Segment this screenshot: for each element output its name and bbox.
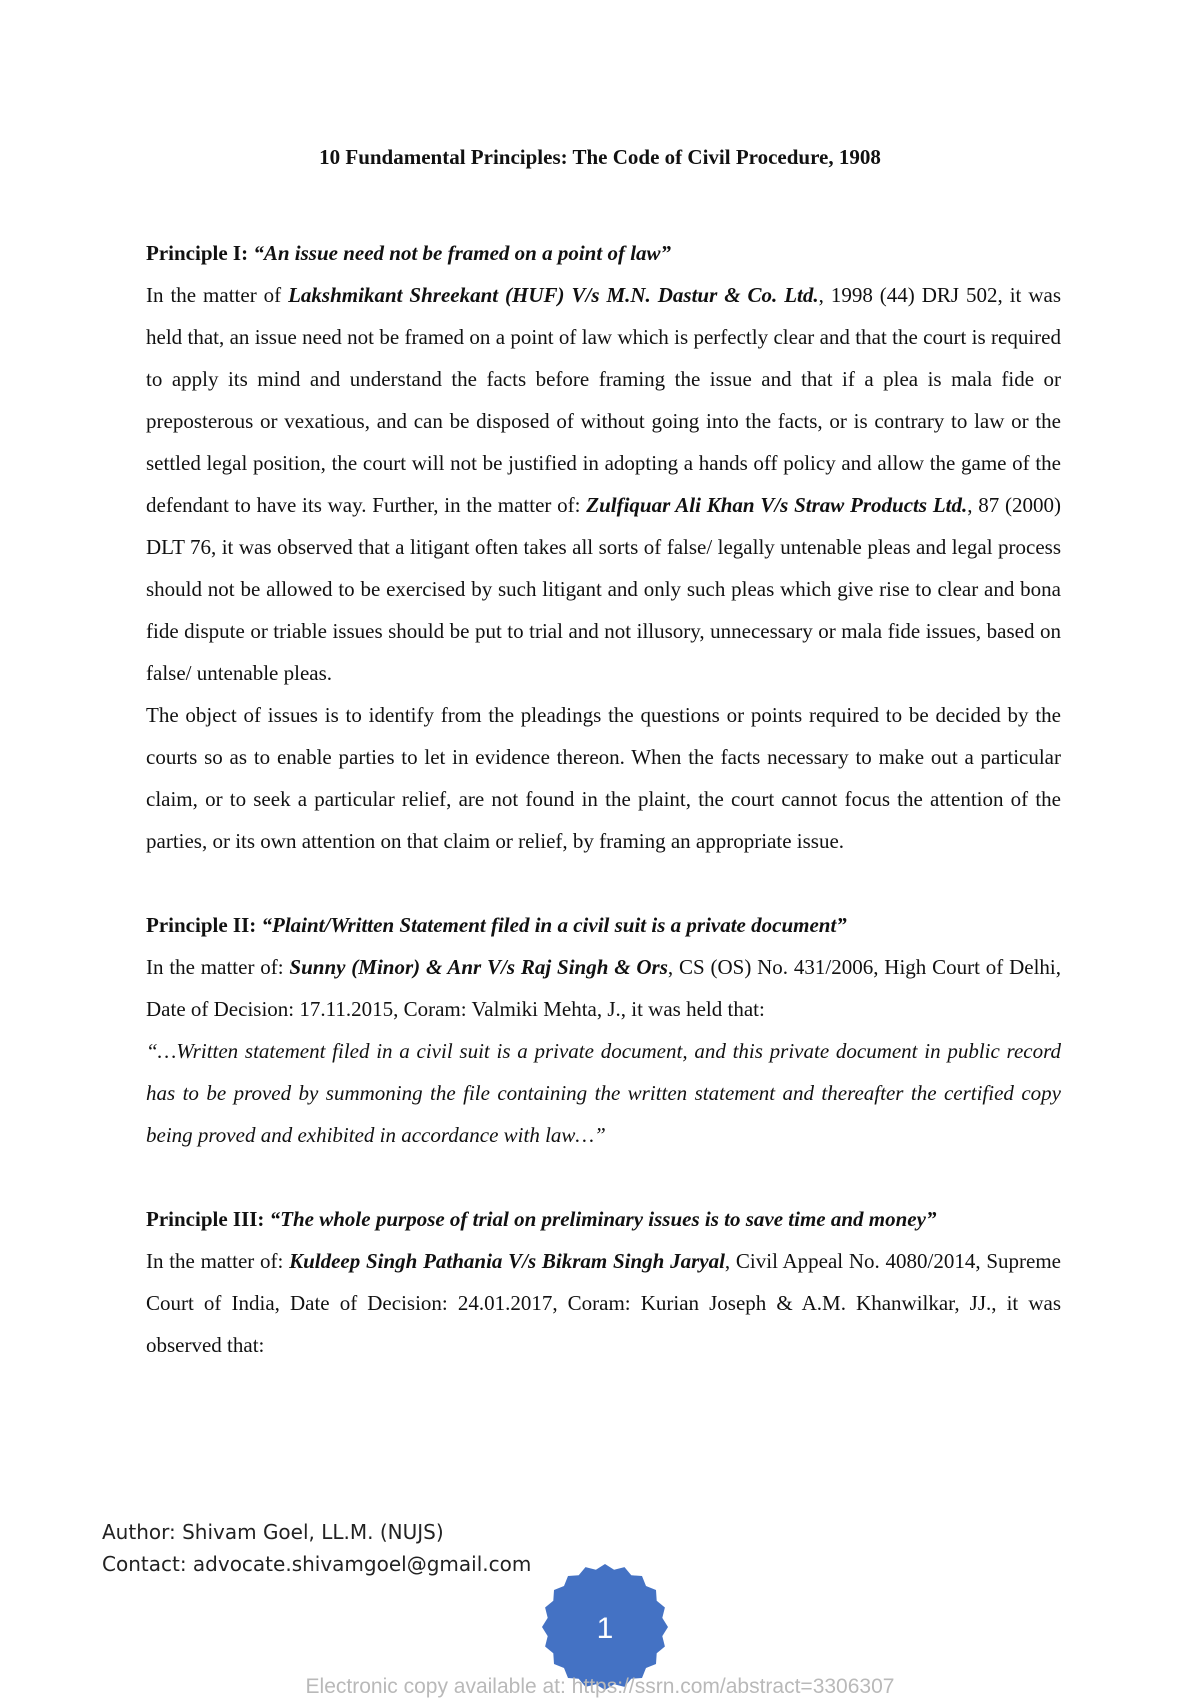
spacer [146,1156,1061,1198]
ssrn-footer[interactable]: Electronic copy available at: https://ssrn.com/abstract=3306307 [305,1675,895,1698]
page-number: 1 [596,1611,614,1645]
principle-3-quote: “The whole purpose of trial on preliminary issues is to save time and money” [269,1207,937,1231]
text: , 87 (2000) DLT 76, it was observed that a litigant often takes all sorts of false/ legally untenable pleas and legal process should not be allowed to be exercised by such litigant and only such pleas which give rise to clear and bona fide dispute or triable issues should be put to trial and not illusory, unnecessary or mala fide issues, based on false/ untenable pleas. [146,493,1061,685]
case-name: Lakshmikant Shreekant (HUF) V/s M.N. Dastur & Co. Ltd. [288,283,819,307]
principle-2-quote: “Plaint/Written Statement filed in a civil suit is a private document” [261,913,847,937]
principle-1-heading [146,232,1061,274]
text: , Civil Appeal No. 4080/2014, Supreme Court of India, Date of Decision: 24.01.2017, Coram: Kurian Joseph & A.M. Khanwilkar, JJ., it was observed that: [146,1249,1061,1357]
text: In the matter of: [146,1249,290,1273]
text: , 1998 (44) DRJ 502, it was held that, an issue need not be framed on a point of law which is perfectly clear and that the court is required to apply its mind and understand the facts before framing the issue and that if a plea is mala fide or preposterous or vexatious, and can be disposed of without going into the facts, or is contrary to law or the settled legal position, the court will not be justified in adopting a hands off policy and allow the game of the defendant to have its way. Further, in the matter of: [146,283,1061,517]
principle-2-heading [146,904,1061,946]
principle-1-label: Principle I: [146,241,254,265]
principle-2-excerpt: “…Written statement filed in a civil suit is a private document, and this private document in public record has to be proved by summoning the file containing the written statement and thereafter the certified copy being proved and exhibited in accordance with law…” [146,1039,1061,1147]
case-name: Zulfiquar Ali Khan V/s Straw Products Ltd. [586,493,968,517]
contact-line: Contact: advocate.shivamgoel@gmail.com [102,1552,532,1576]
author-block [102,1516,531,1580]
document-body [146,232,1061,1366]
principle-3-label: Principle III: [146,1207,270,1231]
principle-2-paragraph [146,946,1061,1030]
principle-3-heading [146,1198,1061,1240]
principle-3-paragraph [146,1240,1061,1366]
principle-1-paragraph-1 [146,274,1061,694]
page-number-badge [540,1562,670,1692]
principle-2-label: Principle II: [146,913,262,937]
author-line: Author: Shivam Goel, LL.M. (NUJS) [102,1520,444,1544]
document-title: 10 Fundamental Principles: The Code of Civil Procedure, 1908 [319,145,881,169]
principle-1-paragraph-2: The object of issues is to identify from the pleadings the questions or points required to be decided by the courts so as to enable parties to let in evidence thereon. When the facts necessary to make out a particular claim, or to seek a particular relief, are not found in the plaint, the court cannot focus the attention of the parties, or its own attention on that claim or relief, by framing an appropriate issue. [146,703,1061,853]
text: In the matter of: [146,955,290,979]
case-name: Sunny (Minor) & Anr V/s Raj Singh & Ors [289,955,668,979]
principle-1-quote: “An issue need not be framed on a point of law” [253,241,672,265]
case-name: Kuldeep Singh Pathania V/s Bikram Singh Jaryal [289,1249,725,1273]
spacer [146,862,1061,904]
text: In the matter of [146,283,289,307]
text: , CS (OS) No. 431/2006, High Court of Delhi, Date of Decision: 17.11.2015, Coram: Valmiki Mehta, J., it was held that: [146,955,1061,1021]
